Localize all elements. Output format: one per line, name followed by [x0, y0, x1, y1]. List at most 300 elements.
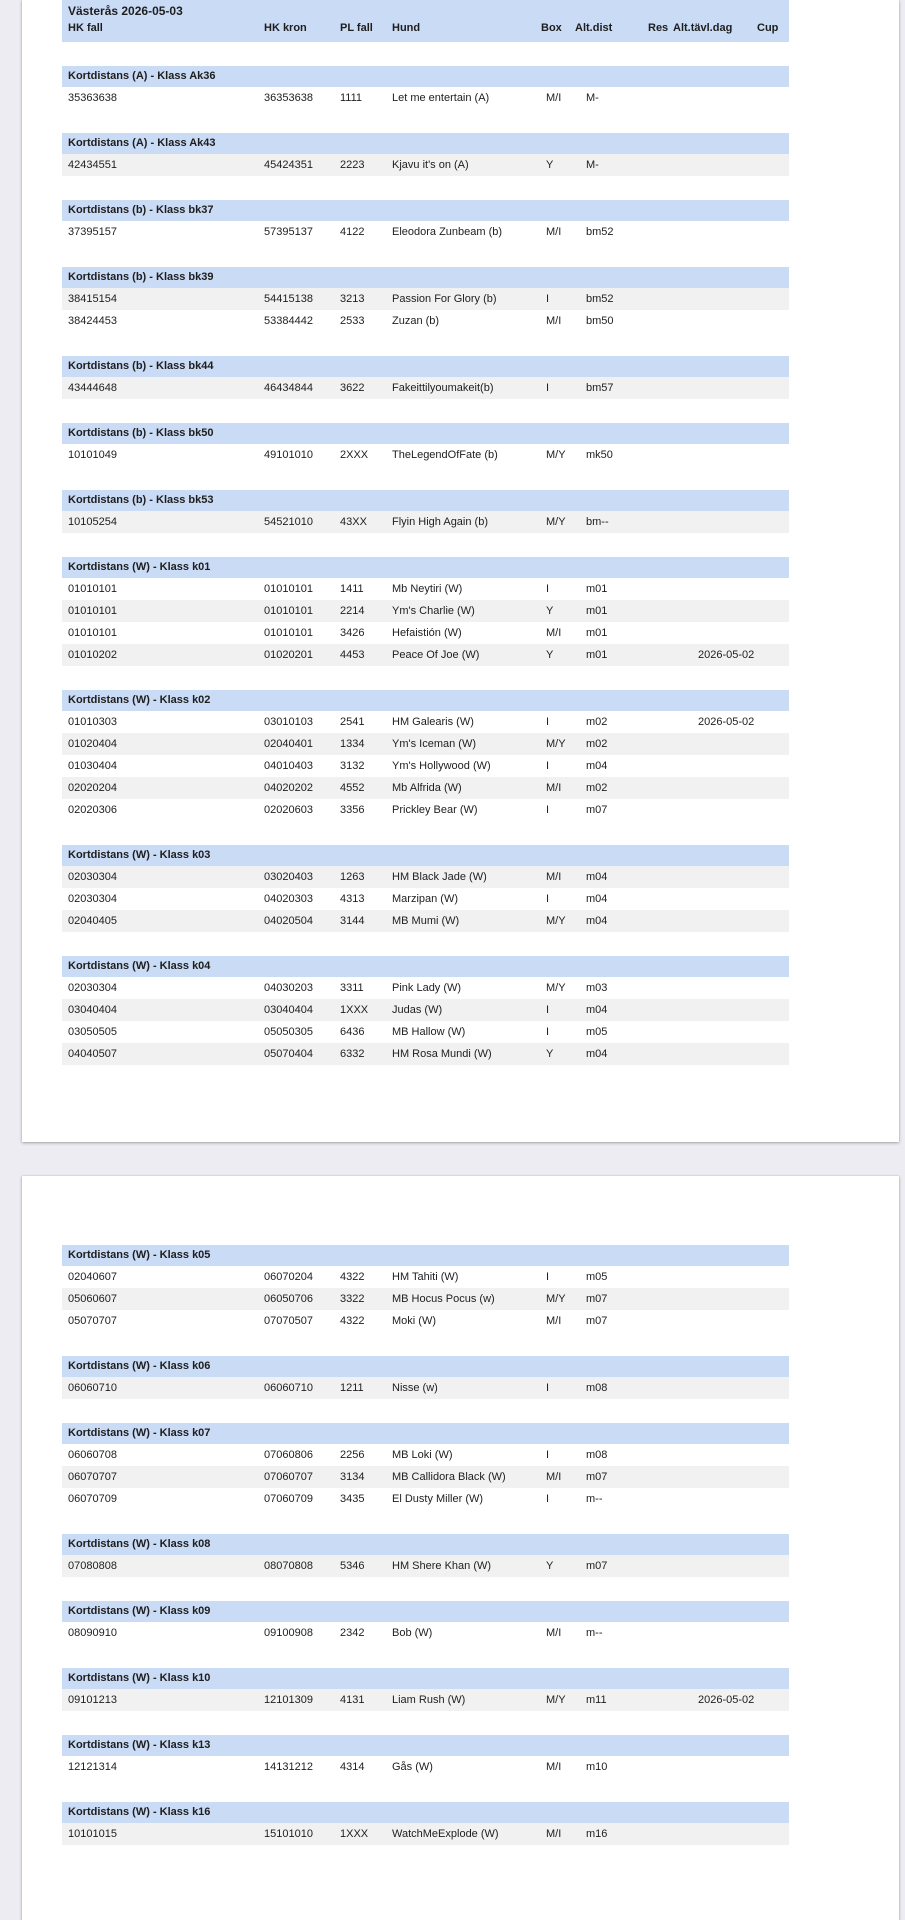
class-section	[62, 66, 789, 109]
cell-hund: Moki (W)	[392, 1315, 436, 1327]
cell-pl-fall: 4313	[340, 893, 365, 905]
class-section	[62, 423, 789, 466]
cell-hk-fall: 01010101	[68, 583, 117, 595]
cell-pl-fall: 1211	[340, 1382, 364, 1394]
cell-box: Y	[546, 605, 554, 617]
cell-hk-kron: 07060707	[264, 1471, 313, 1483]
column-header-hk-fall: HK fall	[68, 22, 103, 34]
cell-hund: HM Shere Khan (W)	[392, 1560, 492, 1572]
cell-hund: Ym's Charlie (W)	[392, 605, 475, 617]
cell-hk-kron: 04020504	[264, 915, 313, 927]
cell-hk-fall: 02030304	[68, 871, 117, 883]
class-section	[62, 267, 789, 332]
cell-box: I	[546, 1271, 550, 1283]
cell-hund: Pink Lady (W)	[392, 982, 462, 994]
results-table-page-2	[62, 1245, 789, 1845]
table-row	[62, 1310, 789, 1332]
cell-alt-dist: m07	[586, 1293, 608, 1305]
section-heading: Kortdistans (W) - Klass k16	[62, 1802, 789, 1823]
cell-box: I	[546, 583, 550, 595]
cell-hk-fall: 02040405	[68, 915, 117, 927]
cell-hk-kron: 45424351	[264, 159, 313, 171]
cell-hk-fall: 01010101	[68, 605, 117, 617]
cell-hk-fall: 03050505	[68, 1026, 117, 1038]
table-row	[62, 777, 789, 799]
column-header-alt-dist: Alt.dist	[575, 22, 613, 34]
table-row	[62, 1823, 789, 1845]
table-row	[62, 711, 789, 733]
cell-box: I	[546, 1382, 550, 1394]
cell-pl-fall: 3134	[340, 1471, 365, 1483]
cell-hk-fall: 06070709	[68, 1493, 117, 1505]
table-row	[62, 755, 789, 777]
table-row	[62, 154, 789, 176]
cell-hk-fall: 06060708	[68, 1449, 117, 1461]
cell-hk-fall: 42434551	[68, 159, 117, 171]
table-row	[62, 1622, 789, 1644]
class-section	[62, 845, 789, 932]
cell-box: Y	[546, 1560, 554, 1572]
cell-hk-kron: 14131212	[264, 1761, 313, 1773]
cell-pl-fall: 2256	[340, 1449, 365, 1461]
cell-alt-dist: bm57	[586, 382, 614, 394]
table-row	[62, 799, 789, 821]
cell-alt-dist: m02	[586, 782, 608, 794]
cell-pl-fall: 1334	[340, 738, 365, 750]
table-row	[62, 1756, 789, 1778]
cell-hk-kron: 07060709	[264, 1493, 313, 1505]
cell-hk-kron: 49101010	[264, 449, 313, 461]
cell-alt-dist: m01	[586, 605, 608, 617]
cell-hk-kron: 46434844	[264, 382, 313, 394]
cell-hk-fall: 05060607	[68, 1293, 117, 1305]
cell-alt-dist: m07	[586, 1315, 608, 1327]
table-row	[62, 1689, 789, 1711]
section-heading: Kortdistans (b) - Klass bk37	[62, 200, 789, 221]
cell-hk-kron: 06050706	[264, 1293, 313, 1305]
cell-pl-fall: 43XX	[340, 516, 367, 528]
cell-hk-kron: 57395137	[264, 226, 313, 238]
cell-hk-kron: 54415138	[264, 293, 313, 305]
cell-alt-dist: m16	[586, 1828, 608, 1840]
cell-hund: Let me entertain (A)	[392, 92, 490, 104]
cell-hk-fall: 10101015	[68, 1828, 117, 1840]
cell-pl-fall: 4122	[340, 226, 365, 238]
cell-hund: HM Rosa Mundi (W)	[392, 1048, 492, 1060]
cell-box: I	[546, 382, 550, 394]
table-row	[62, 1377, 789, 1399]
cell-hund: Flyin High Again (b)	[392, 516, 488, 528]
column-header-pl-fall: PL fall	[340, 22, 373, 34]
cell-hk-kron: 53384442	[264, 315, 313, 327]
cell-hund: Zuzan (b)	[392, 315, 440, 327]
cell-hund: HM Galearis (W)	[392, 716, 474, 728]
cell-pl-fall: 4322	[340, 1271, 365, 1283]
cell-hk-fall: 02040607	[68, 1271, 117, 1283]
class-section	[62, 1423, 789, 1510]
cell-alt-tavl-dag: 2026-05-02	[698, 716, 755, 728]
cell-alt-dist: M-	[586, 92, 599, 104]
cell-pl-fall: 4322	[340, 1315, 365, 1327]
cell-hk-fall: 05070707	[68, 1315, 117, 1327]
cell-pl-fall: 2342	[340, 1627, 365, 1639]
cell-hk-kron: 03040404	[264, 1004, 313, 1016]
class-section	[62, 356, 789, 399]
cell-hk-kron: 36353638	[264, 92, 313, 104]
class-section	[62, 1802, 789, 1845]
cell-hk-kron: 04010403	[264, 760, 313, 772]
cell-pl-fall: 1263	[340, 871, 365, 883]
cell-box: I	[546, 760, 550, 772]
class-section	[62, 690, 789, 821]
table-row	[62, 644, 789, 666]
sections-page-2	[62, 1245, 789, 1845]
table-row	[62, 977, 789, 999]
cell-hk-fall: 02030304	[68, 982, 117, 994]
section-heading: Kortdistans (W) - Klass k13	[62, 1735, 789, 1756]
cell-alt-tavl-dag: 2026-05-02	[698, 649, 755, 661]
cell-pl-fall: 2533	[340, 315, 365, 327]
cell-hk-kron: 01010101	[264, 605, 313, 617]
cell-box: M/I	[546, 627, 562, 639]
cell-pl-fall: 4552	[340, 782, 365, 794]
cell-hund: Kjavu it's on (A)	[392, 159, 469, 171]
cell-hk-fall: 07080808	[68, 1560, 117, 1572]
column-header-cup: Cup	[757, 22, 779, 34]
cell-pl-fall: 3144	[340, 915, 365, 927]
cell-alt-dist: m08	[586, 1382, 608, 1394]
cell-hund: HM Tahiti (W)	[392, 1271, 459, 1283]
cell-alt-dist: m04	[586, 871, 608, 883]
table-row	[62, 1043, 789, 1065]
cell-hund: Hefaistión (W)	[392, 627, 462, 639]
table-row	[62, 377, 789, 399]
table-row	[62, 511, 789, 533]
cell-hund: MB Loki (W)	[392, 1449, 453, 1461]
cell-box: M/I	[546, 1471, 562, 1483]
cell-alt-dist: bm50	[586, 315, 614, 327]
document-page-1	[22, 0, 899, 1142]
table-row	[62, 1466, 789, 1488]
document-page-2	[22, 1176, 899, 1920]
class-section	[62, 1601, 789, 1644]
cell-hund: Ym's Hollywood (W)	[392, 760, 491, 772]
table-row	[62, 578, 789, 600]
table-row	[62, 600, 789, 622]
cell-pl-fall: 3213	[340, 293, 365, 305]
table-row	[62, 1555, 789, 1577]
cell-box: Y	[546, 649, 554, 661]
cell-box: M/Y	[546, 449, 566, 461]
cell-hund: El Dusty Miller (W)	[392, 1493, 484, 1505]
section-heading: Kortdistans (W) - Klass k06	[62, 1356, 789, 1377]
cell-hk-fall: 01010202	[68, 649, 117, 661]
class-section	[62, 490, 789, 533]
cell-hk-kron: 05050305	[264, 1026, 313, 1038]
column-header-row	[62, 20, 789, 37]
cell-hk-fall: 43444648	[68, 382, 117, 394]
class-section	[62, 557, 789, 666]
cell-hk-fall: 10105254	[68, 516, 117, 528]
cell-box: I	[546, 893, 550, 905]
cell-pl-fall: 6332	[340, 1048, 365, 1060]
page-break-gap	[0, 1142, 905, 1176]
cell-box: M/I	[546, 315, 562, 327]
cell-hund: Judas (W)	[392, 1004, 443, 1016]
cell-hk-fall: 09101213	[68, 1694, 117, 1706]
cell-alt-dist: m07	[586, 804, 608, 816]
cell-hk-kron: 02040401	[264, 738, 313, 750]
cell-alt-dist: m03	[586, 982, 608, 994]
table-row	[62, 310, 789, 332]
cell-box: M/I	[546, 1828, 562, 1840]
section-heading: Kortdistans (W) - Klass k07	[62, 1423, 789, 1444]
cell-alt-dist: m04	[586, 760, 608, 772]
table-row	[62, 999, 789, 1021]
cell-alt-dist: m10	[586, 1761, 608, 1773]
cell-hk-kron: 06070204	[264, 1271, 313, 1283]
table-row	[62, 221, 789, 243]
cell-box: I	[546, 716, 550, 728]
cell-alt-dist: bm--	[586, 516, 609, 528]
cell-pl-fall: 3311	[340, 982, 364, 994]
cell-hund: TheLegendOfFate (b)	[392, 449, 498, 461]
cell-hk-kron: 03010103	[264, 716, 313, 728]
cell-box: M/Y	[546, 915, 566, 927]
column-header-hk-kron: HK kron	[264, 22, 307, 34]
section-heading: Kortdistans (W) - Klass k04	[62, 956, 789, 977]
cell-hk-kron: 05070404	[264, 1048, 313, 1060]
cell-alt-dist: m01	[586, 583, 608, 595]
section-heading: Kortdistans (A) - Klass Ak36	[62, 66, 789, 87]
cell-alt-dist: m07	[586, 1560, 608, 1572]
section-heading: Kortdistans (W) - Klass k10	[62, 1668, 789, 1689]
cell-box: M/Y	[546, 982, 566, 994]
cell-hk-fall: 02030304	[68, 893, 117, 905]
cell-hund: Ym's Iceman (W)	[392, 738, 476, 750]
table-row	[62, 733, 789, 755]
sections-page-1	[62, 66, 789, 1065]
cell-hk-kron: 07070507	[264, 1315, 313, 1327]
cell-alt-dist: m04	[586, 915, 608, 927]
cell-hk-kron: 01010101	[264, 627, 313, 639]
cell-box: M/I	[546, 871, 562, 883]
table-row	[62, 622, 789, 644]
cell-pl-fall: 3132	[340, 760, 365, 772]
cell-alt-dist: m--	[586, 1627, 603, 1639]
table-row	[62, 910, 789, 932]
cell-pl-fall: 1411	[340, 583, 364, 595]
cell-hund: MB Mumi (W)	[392, 915, 460, 927]
cell-alt-dist: M-	[586, 159, 599, 171]
cell-pl-fall: 5346	[340, 1560, 365, 1572]
cell-pl-fall: 3622	[340, 382, 365, 394]
cell-hund: WatchMeExplode (W)	[392, 1828, 499, 1840]
cell-box: M/Y	[546, 738, 566, 750]
cell-alt-dist: m01	[586, 649, 608, 661]
cell-box: M/Y	[546, 1293, 566, 1305]
cell-box: M/I	[546, 782, 562, 794]
cell-hk-kron: 02020603	[264, 804, 313, 816]
cell-hund: MB Hocus Pocus (w)	[392, 1293, 495, 1305]
table-header-band	[62, 0, 789, 42]
cell-hund: Mb Neytiri (W)	[392, 583, 463, 595]
cell-box: I	[546, 1493, 550, 1505]
cell-hk-fall: 06060710	[68, 1382, 117, 1394]
class-section	[62, 1668, 789, 1711]
cell-pl-fall: 3435	[340, 1493, 365, 1505]
cell-hk-kron: 01010101	[264, 583, 313, 595]
cell-box: I	[546, 293, 550, 305]
cell-hk-kron: 01020201	[264, 649, 313, 661]
cell-hund: Nisse (w)	[392, 1382, 438, 1394]
cell-alt-dist: m04	[586, 1004, 608, 1016]
cell-hund: Mb Alfrida (W)	[392, 782, 462, 794]
cell-hk-fall: 12121314	[68, 1761, 117, 1773]
table-row	[62, 444, 789, 466]
cell-box: M/I	[546, 1627, 562, 1639]
cell-hk-fall: 35363638	[68, 92, 117, 104]
cell-hund: Gås (W)	[392, 1761, 433, 1773]
cell-hund: Passion For Glory (b)	[392, 293, 497, 305]
cell-hk-fall: 01010101	[68, 627, 117, 639]
cell-alt-tavl-dag: 2026-05-02	[698, 1694, 755, 1706]
cell-alt-dist: m01	[586, 627, 608, 639]
cell-hk-fall: 37395157	[68, 226, 117, 238]
cell-hk-fall: 38424453	[68, 315, 117, 327]
cell-hund: Bob (W)	[392, 1627, 433, 1639]
cell-alt-dist: m02	[586, 738, 608, 750]
cell-hk-kron: 06060710	[264, 1382, 313, 1394]
cell-box: Y	[546, 1048, 554, 1060]
cell-hk-kron: 07060806	[264, 1449, 313, 1461]
cell-alt-dist: m--	[586, 1493, 603, 1505]
cell-alt-dist: bm52	[586, 226, 614, 238]
results-table-page-1	[62, 0, 789, 1065]
cell-hk-kron: 03020403	[264, 871, 313, 883]
cell-pl-fall: 2XXX	[340, 449, 369, 461]
table-row	[62, 1488, 789, 1510]
class-section	[62, 200, 789, 243]
class-section	[62, 1534, 789, 1577]
section-heading: Kortdistans (b) - Klass bk53	[62, 490, 789, 511]
class-section	[62, 956, 789, 1065]
table-row	[62, 1021, 789, 1043]
class-section	[62, 1245, 789, 1332]
cell-box: M/Y	[546, 1694, 566, 1706]
cell-box: M/Y	[546, 516, 566, 528]
cell-pl-fall: 1111	[340, 92, 363, 104]
cell-hk-kron: 12101309	[264, 1694, 313, 1706]
cell-hk-fall: 03040404	[68, 1004, 117, 1016]
cell-hk-fall: 10101049	[68, 449, 117, 461]
cell-pl-fall: 2223	[340, 159, 365, 171]
cell-pl-fall: 4453	[340, 649, 365, 661]
cell-hk-kron: 15101010	[264, 1828, 313, 1840]
cell-box: I	[546, 1004, 550, 1016]
column-header-hund: Hund	[392, 22, 421, 34]
cell-hk-kron: 08070808	[264, 1560, 313, 1572]
cell-alt-dist: m08	[586, 1449, 608, 1461]
cell-box: M/I	[546, 1761, 562, 1773]
cell-hk-fall: 02020306	[68, 804, 117, 816]
cell-hk-fall: 08090910	[68, 1627, 117, 1639]
cell-hund: Marzipan (W)	[392, 893, 459, 905]
class-section	[62, 1735, 789, 1778]
cell-hund: Peace Of Joe (W)	[392, 649, 480, 661]
cell-box: M/I	[546, 226, 562, 238]
cell-box: Y	[546, 159, 554, 171]
cell-hk-fall: 01020404	[68, 738, 117, 750]
document-title: Västerås 2026-05-03	[68, 4, 183, 18]
cell-pl-fall: 1XXX	[340, 1004, 369, 1016]
cell-alt-dist: m07	[586, 1471, 608, 1483]
cell-hk-fall: 01010303	[68, 716, 117, 728]
cell-pl-fall: 6436	[340, 1026, 365, 1038]
cell-hund: Eleodora Zunbeam (b)	[392, 226, 503, 238]
section-heading: Kortdistans (A) - Klass Ak43	[62, 133, 789, 154]
cell-box: I	[546, 1026, 550, 1038]
section-heading: Kortdistans (b) - Klass bk44	[62, 356, 789, 377]
cell-hk-kron: 04030203	[264, 982, 313, 994]
class-section	[62, 133, 789, 176]
section-heading: Kortdistans (W) - Klass k01	[62, 557, 789, 578]
cell-pl-fall: 1XXX	[340, 1828, 369, 1840]
cell-hk-fall: 01030404	[68, 760, 117, 772]
cell-hk-fall: 04040507	[68, 1048, 117, 1060]
cell-hk-kron: 09100908	[264, 1627, 313, 1639]
table-row	[62, 1444, 789, 1466]
column-header-res: Res	[648, 22, 669, 34]
cell-hund: Liam Rush (W)	[392, 1694, 466, 1706]
table-row	[62, 1266, 789, 1288]
cell-alt-dist: bm52	[586, 293, 614, 305]
section-heading: Kortdistans (W) - Klass k08	[62, 1534, 789, 1555]
table-row	[62, 87, 789, 109]
cell-alt-dist: m02	[586, 716, 608, 728]
table-row	[62, 866, 789, 888]
section-heading: Kortdistans (W) - Klass k09	[62, 1601, 789, 1622]
cell-pl-fall: 4314	[340, 1761, 365, 1773]
section-heading: Kortdistans (W) - Klass k03	[62, 845, 789, 866]
cell-hund: Prickley Bear (W)	[392, 804, 478, 816]
cell-hund: Fakeittilyoumakeit(b)	[392, 382, 494, 394]
cell-pl-fall: 3426	[340, 627, 365, 639]
cell-hk-kron: 04020303	[264, 893, 313, 905]
cell-box: M/I	[546, 1315, 562, 1327]
cell-hund: HM Black Jade (W)	[392, 871, 487, 883]
cell-hk-fall: 02020204	[68, 782, 117, 794]
cell-alt-dist: m05	[586, 1271, 608, 1283]
cell-pl-fall: 2541	[340, 716, 365, 728]
cell-pl-fall: 3356	[340, 804, 365, 816]
section-heading: Kortdistans (W) - Klass k02	[62, 690, 789, 711]
cell-alt-dist: m04	[586, 1048, 608, 1060]
column-header-box: Box	[541, 22, 562, 34]
cell-box: I	[546, 804, 550, 816]
section-heading: Kortdistans (W) - Klass k05	[62, 1245, 789, 1266]
cell-hk-fall: 06070707	[68, 1471, 117, 1483]
table-row	[62, 288, 789, 310]
column-header-alt-tavl-dag: Alt.tävl.dag	[673, 22, 733, 34]
cell-pl-fall: 3322	[340, 1293, 365, 1305]
table-row	[62, 888, 789, 910]
section-heading: Kortdistans (b) - Klass bk39	[62, 267, 789, 288]
cell-alt-dist: m11	[586, 1694, 607, 1706]
cell-alt-dist: m05	[586, 1026, 608, 1038]
cell-pl-fall: 4131	[340, 1694, 365, 1706]
section-heading: Kortdistans (b) - Klass bk50	[62, 423, 789, 444]
